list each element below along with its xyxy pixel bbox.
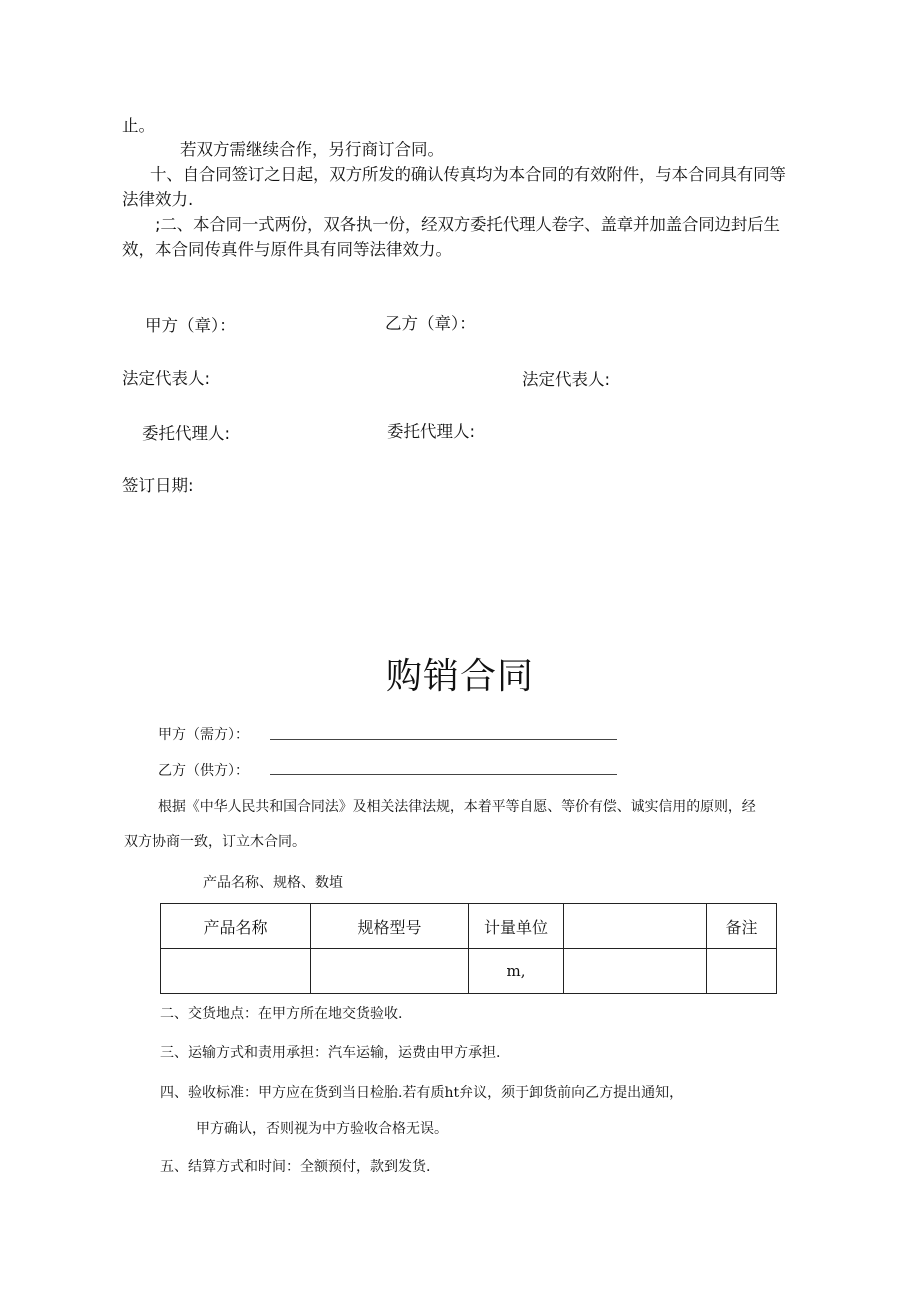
party-a-seal-label: 甲方（章）： bbox=[145, 316, 236, 335]
agent-b-label: 委托代理人: bbox=[387, 422, 476, 441]
prev-line-2: 若双方需继续合作，另行商订合同。 bbox=[180, 140, 444, 159]
clause-twelve-line-2: 效，本合同传真件与原件具有同等法律效力。 bbox=[122, 240, 452, 259]
table-header-row bbox=[161, 904, 777, 949]
cell-product-name bbox=[161, 949, 311, 994]
clause-five: 五、结算方式和时间：全额预付，款到发货. bbox=[160, 1159, 431, 1175]
legal-rep-b-label: 法定代表人: bbox=[522, 370, 611, 389]
header-spec-model: 规格型号 bbox=[311, 904, 469, 949]
header-product-name: 产品名称 bbox=[161, 904, 311, 949]
intro-line-1: 根据《中华人民共和国合同法》及相关法律法规，本着平等自愿、等价有偿、诚实信用的原则，经 bbox=[158, 799, 756, 815]
clause-three: 三、运输方式和责用承担：汽车运输，运费由甲方承担. bbox=[160, 1045, 501, 1061]
clause-twelve-line-1: ;二、本合同一式两份，双各执一份，经双方委托代理人卷字、盖章并加盖合同边封后生 bbox=[155, 215, 780, 234]
sign-date-label: 签订日期: bbox=[122, 476, 194, 495]
clause-four-line-1: 四、验收标准：甲方应在货到当日检胎.若有质ht弁议，须于卸货前向乙方提出通知， bbox=[160, 1085, 684, 1101]
party-a-label: 甲方（需方）： bbox=[158, 727, 249, 743]
header-blank bbox=[564, 904, 707, 949]
clause-four-line-2: 甲方确认，否则视为中方验收合格无误。 bbox=[196, 1121, 448, 1137]
cell-remarks bbox=[707, 949, 777, 994]
agent-a-label: 委托代理人: bbox=[142, 424, 231, 443]
clause-two: 二、交货地点：在甲方所在地交货验收. bbox=[160, 1006, 403, 1022]
clause-ten-line-2: 法律效力. bbox=[122, 190, 194, 209]
intro-line-2: 双方协商一致，订立木合同。 bbox=[124, 834, 306, 850]
party-b-label: 乙方（供方）： bbox=[158, 763, 249, 779]
party-b-seal-label: 乙方（章）： bbox=[385, 314, 476, 333]
header-remarks: 备注 bbox=[707, 904, 777, 949]
cell-unit: m, bbox=[469, 949, 564, 994]
cell-spec-model bbox=[311, 949, 469, 994]
party-a-fill-line bbox=[270, 739, 617, 740]
table-row bbox=[161, 949, 777, 994]
section-one-heading: 产品名称、规格、数埴 bbox=[203, 875, 343, 891]
prev-line-1: 止。 bbox=[122, 116, 155, 135]
cell-blank bbox=[564, 949, 707, 994]
header-unit: 计量单位 bbox=[469, 904, 564, 949]
party-b-fill-line bbox=[270, 774, 617, 775]
clause-ten-line-1: 十、自合同签订之日起，双方所发的确认传真均为本合同的有效附件，与本合同具有同等 bbox=[150, 165, 786, 184]
legal-rep-a-label: 法定代表人: bbox=[122, 369, 211, 388]
product-table bbox=[160, 903, 777, 994]
contract-title: 购销合同 bbox=[385, 656, 534, 697]
